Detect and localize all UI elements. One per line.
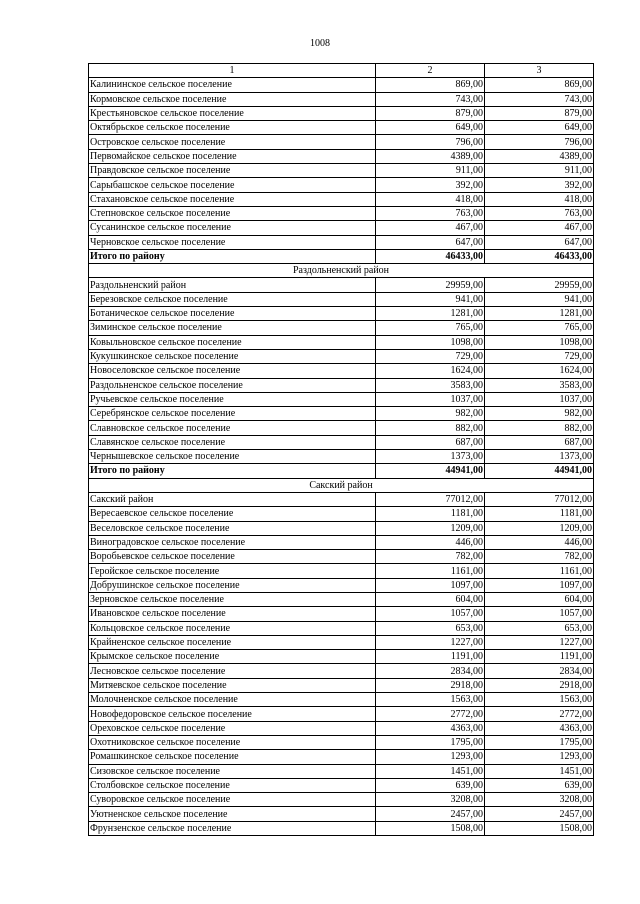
cell-value-col-2: 982,00 xyxy=(376,407,485,421)
cell-value-col-2: 446,00 xyxy=(376,535,485,549)
cell-name: Крайненское сельское поселение xyxy=(89,635,376,649)
cell-value-col-2: 1037,00 xyxy=(376,392,485,406)
cell-value-col-2: 1508,00 xyxy=(376,821,485,835)
cell-value-col-3: 1181,00 xyxy=(485,507,594,521)
cell-value-col-2: 729,00 xyxy=(376,349,485,363)
cell-value-col-3: 44941,00 xyxy=(485,464,594,478)
cell-name: Ручьевское сельское поселение xyxy=(89,392,376,406)
cell-value-col-3: 2457,00 xyxy=(485,807,594,821)
cell-value-col-2: 46433,00 xyxy=(376,249,485,263)
table-row xyxy=(89,564,594,578)
cell-name: Славянское сельское поселение xyxy=(89,435,376,449)
cell-name: Черновское сельское поселение xyxy=(89,235,376,249)
table-row xyxy=(89,349,594,363)
cell-value-col-3: 782,00 xyxy=(485,550,594,564)
table-row xyxy=(89,192,594,206)
table-row xyxy=(89,78,594,92)
cell-value-col-2: 29959,00 xyxy=(376,278,485,292)
cell-value-col-3: 77012,00 xyxy=(485,492,594,506)
cell-name: Вересаевское сельское поселение xyxy=(89,507,376,521)
cell-name: Итого по району xyxy=(89,249,376,263)
cell-name: Охотниковское сельское поселение xyxy=(89,735,376,749)
cell-name: Сарыбашское сельское поселение xyxy=(89,178,376,192)
cell-value-col-3: 1098,00 xyxy=(485,335,594,349)
cell-name: Итого по району xyxy=(89,464,376,478)
cell-value-col-2: 1057,00 xyxy=(376,607,485,621)
header-col-2: 2 xyxy=(376,64,485,78)
cell-value-col-3: 982,00 xyxy=(485,407,594,421)
total-row xyxy=(89,249,594,263)
cell-value-col-2: 3583,00 xyxy=(376,378,485,392)
cell-value-col-2: 1373,00 xyxy=(376,450,485,464)
cell-name: Митяевское сельское поселение xyxy=(89,678,376,692)
table-row xyxy=(89,178,594,192)
cell-name: Ромашкинское сельское поселение xyxy=(89,750,376,764)
cell-value-col-3: 879,00 xyxy=(485,106,594,120)
cell-value-col-2: 639,00 xyxy=(376,778,485,792)
cell-name: Раздольненское сельское поселение xyxy=(89,378,376,392)
table-row xyxy=(89,592,594,606)
cell-value-col-3: 46433,00 xyxy=(485,249,594,263)
cell-value-col-3: 1563,00 xyxy=(485,693,594,707)
table-row xyxy=(89,235,594,249)
cell-name: Уютненское сельское поселение xyxy=(89,807,376,821)
cell-value-col-3: 882,00 xyxy=(485,421,594,435)
cell-value-col-2: 2772,00 xyxy=(376,707,485,721)
cell-value-col-3: 1161,00 xyxy=(485,564,594,578)
cell-value-col-3: 763,00 xyxy=(485,206,594,220)
cell-value-col-2: 44941,00 xyxy=(376,464,485,478)
cell-name: Фрунзенское сельское поселение xyxy=(89,821,376,835)
cell-name: Ковыльновское сельское поселение xyxy=(89,335,376,349)
cell-value-col-2: 1227,00 xyxy=(376,635,485,649)
cell-value-col-3: 653,00 xyxy=(485,621,594,635)
cell-value-col-2: 763,00 xyxy=(376,206,485,220)
cell-value-col-2: 653,00 xyxy=(376,621,485,635)
cell-name: Октябрьское сельское поселение xyxy=(89,121,376,135)
table-row xyxy=(89,149,594,163)
cell-name: Березовское сельское поселение xyxy=(89,292,376,306)
cell-value-col-3: 647,00 xyxy=(485,235,594,249)
table-row xyxy=(89,307,594,321)
cell-value-col-2: 1191,00 xyxy=(376,650,485,664)
section-header-row xyxy=(89,264,594,278)
cell-value-col-2: 1181,00 xyxy=(376,507,485,521)
cell-value-col-2: 882,00 xyxy=(376,421,485,435)
cell-value-col-2: 1451,00 xyxy=(376,764,485,778)
table-row xyxy=(89,450,594,464)
cell-value-col-3: 911,00 xyxy=(485,164,594,178)
table-row xyxy=(89,721,594,735)
cell-value-col-3: 2772,00 xyxy=(485,707,594,721)
cell-value-col-3: 743,00 xyxy=(485,92,594,106)
table-row xyxy=(89,535,594,549)
cell-value-col-2: 4389,00 xyxy=(376,149,485,163)
cell-value-col-2: 647,00 xyxy=(376,235,485,249)
table-row xyxy=(89,764,594,778)
cell-name: Ивановское сельское поселение xyxy=(89,607,376,621)
cell-value-col-3: 1624,00 xyxy=(485,364,594,378)
cell-value-col-3: 392,00 xyxy=(485,178,594,192)
cell-name: Первомайское сельское поселение xyxy=(89,149,376,163)
table-body xyxy=(89,64,594,836)
cell-value-col-3: 1227,00 xyxy=(485,635,594,649)
cell-name: Чернышевское сельское поселение xyxy=(89,450,376,464)
cell-name: Зиминское сельское поселение xyxy=(89,321,376,335)
cell-value-col-2: 467,00 xyxy=(376,221,485,235)
cell-value-col-3: 467,00 xyxy=(485,221,594,235)
cell-name: Столбовское сельское поселение xyxy=(89,778,376,792)
section-title: Раздольненский район xyxy=(89,264,594,278)
table-row xyxy=(89,793,594,807)
section-header-row xyxy=(89,478,594,492)
table-row xyxy=(89,435,594,449)
cell-value-col-3: 1373,00 xyxy=(485,450,594,464)
cell-value-col-3: 4363,00 xyxy=(485,721,594,735)
cell-name: Лесновское сельское поселение xyxy=(89,664,376,678)
cell-name: Крестьяновское сельское поселение xyxy=(89,106,376,120)
cell-value-col-3: 2834,00 xyxy=(485,664,594,678)
table-row xyxy=(89,221,594,235)
table-row xyxy=(89,735,594,749)
table-row xyxy=(89,278,594,292)
cell-value-col-3: 1451,00 xyxy=(485,764,594,778)
cell-value-col-2: 869,00 xyxy=(376,78,485,92)
cell-name: Воробьевское сельское поселение xyxy=(89,550,376,564)
table-row xyxy=(89,507,594,521)
table-row xyxy=(89,407,594,421)
cell-value-col-3: 765,00 xyxy=(485,321,594,335)
cell-name: Стахановское сельское поселение xyxy=(89,192,376,206)
cell-value-col-2: 1098,00 xyxy=(376,335,485,349)
cell-name: Кукушкинское сельское поселение xyxy=(89,349,376,363)
table-row xyxy=(89,492,594,506)
cell-value-col-2: 941,00 xyxy=(376,292,485,306)
cell-name: Зерновское сельское поселение xyxy=(89,592,376,606)
cell-value-col-2: 604,00 xyxy=(376,592,485,606)
cell-value-col-2: 392,00 xyxy=(376,178,485,192)
table-row xyxy=(89,607,594,621)
table-row xyxy=(89,807,594,821)
cell-value-col-2: 77012,00 xyxy=(376,492,485,506)
table-row xyxy=(89,650,594,664)
table-row xyxy=(89,121,594,135)
table-row xyxy=(89,206,594,220)
cell-value-col-2: 765,00 xyxy=(376,321,485,335)
table-row xyxy=(89,678,594,692)
cell-name: Калининское сельское поселение xyxy=(89,78,376,92)
cell-value-col-3: 687,00 xyxy=(485,435,594,449)
header-col-1: 1 xyxy=(89,64,376,78)
cell-name: Ботаническое сельское поселение xyxy=(89,307,376,321)
table-row xyxy=(89,378,594,392)
table-row xyxy=(89,392,594,406)
cell-name: Добрушинское сельское поселение xyxy=(89,578,376,592)
cell-value-col-2: 1161,00 xyxy=(376,564,485,578)
cell-name: Суворовское сельское поселение xyxy=(89,793,376,807)
table-row xyxy=(89,550,594,564)
cell-value-col-2: 2457,00 xyxy=(376,807,485,821)
cell-name: Кольцовское сельское поселение xyxy=(89,621,376,635)
cell-name: Сусанинское сельское поселение xyxy=(89,221,376,235)
section-title: Сакский район xyxy=(89,478,594,492)
table-row xyxy=(89,364,594,378)
cell-value-col-2: 879,00 xyxy=(376,106,485,120)
cell-name: Новофедоровское сельское поселение xyxy=(89,707,376,721)
cell-value-col-3: 4389,00 xyxy=(485,149,594,163)
table-row xyxy=(89,164,594,178)
cell-value-col-3: 796,00 xyxy=(485,135,594,149)
cell-name: Сизовское сельское поселение xyxy=(89,764,376,778)
table-row xyxy=(89,664,594,678)
total-row xyxy=(89,464,594,478)
table-row xyxy=(89,106,594,120)
cell-value-col-3: 1097,00 xyxy=(485,578,594,592)
cell-value-col-3: 1037,00 xyxy=(485,392,594,406)
cell-value-col-2: 782,00 xyxy=(376,550,485,564)
table-row xyxy=(89,292,594,306)
cell-value-col-3: 418,00 xyxy=(485,192,594,206)
cell-value-col-2: 418,00 xyxy=(376,192,485,206)
cell-value-col-3: 3208,00 xyxy=(485,793,594,807)
cell-value-col-3: 29959,00 xyxy=(485,278,594,292)
cell-value-col-3: 2918,00 xyxy=(485,678,594,692)
cell-value-col-2: 1209,00 xyxy=(376,521,485,535)
cell-value-col-2: 2834,00 xyxy=(376,664,485,678)
cell-value-col-3: 446,00 xyxy=(485,535,594,549)
header-col-3: 3 xyxy=(485,64,594,78)
cell-value-col-2: 1624,00 xyxy=(376,364,485,378)
cell-value-col-2: 1097,00 xyxy=(376,578,485,592)
cell-name: Ореховское сельское поселение xyxy=(89,721,376,735)
cell-value-col-3: 1293,00 xyxy=(485,750,594,764)
cell-value-col-2: 1795,00 xyxy=(376,735,485,749)
cell-value-col-2: 796,00 xyxy=(376,135,485,149)
cell-name: Кормовское сельское поселение xyxy=(89,92,376,106)
cell-name: Веселовское сельское поселение xyxy=(89,521,376,535)
table-row xyxy=(89,421,594,435)
cell-value-col-2: 1293,00 xyxy=(376,750,485,764)
cell-value-col-3: 1281,00 xyxy=(485,307,594,321)
cell-name: Новоселовское сельское поселение xyxy=(89,364,376,378)
cell-value-col-3: 1057,00 xyxy=(485,607,594,621)
cell-value-col-3: 1508,00 xyxy=(485,821,594,835)
table-row xyxy=(89,750,594,764)
table-row xyxy=(89,335,594,349)
cell-name: Славновское сельское поселение xyxy=(89,421,376,435)
header-row xyxy=(89,64,594,78)
table-row xyxy=(89,135,594,149)
cell-value-col-2: 687,00 xyxy=(376,435,485,449)
cell-value-col-2: 3208,00 xyxy=(376,793,485,807)
table-row xyxy=(89,778,594,792)
cell-value-col-2: 1563,00 xyxy=(376,693,485,707)
cell-name: Правдовское сельское поселение xyxy=(89,164,376,178)
table-row xyxy=(89,621,594,635)
cell-value-col-3: 604,00 xyxy=(485,592,594,606)
table-row xyxy=(89,821,594,835)
cell-name: Островское сельское поселение xyxy=(89,135,376,149)
page-number: 1008 xyxy=(310,38,330,49)
cell-value-col-3: 941,00 xyxy=(485,292,594,306)
table-row xyxy=(89,92,594,106)
cell-value-col-2: 2918,00 xyxy=(376,678,485,692)
cell-name: Сакский район xyxy=(89,492,376,506)
cell-name: Виноградовское сельское поселение xyxy=(89,535,376,549)
cell-value-col-2: 911,00 xyxy=(376,164,485,178)
table-row xyxy=(89,578,594,592)
cell-value-col-3: 869,00 xyxy=(485,78,594,92)
cell-value-col-3: 1191,00 xyxy=(485,650,594,664)
cell-name: Раздольненский район xyxy=(89,278,376,292)
cell-value-col-3: 729,00 xyxy=(485,349,594,363)
table-row xyxy=(89,521,594,535)
cell-value-col-3: 649,00 xyxy=(485,121,594,135)
budget-table xyxy=(88,63,594,836)
table-row xyxy=(89,693,594,707)
cell-name: Молочненское сельское поселение xyxy=(89,693,376,707)
cell-value-col-3: 1209,00 xyxy=(485,521,594,535)
table-row xyxy=(89,321,594,335)
cell-value-col-2: 649,00 xyxy=(376,121,485,135)
cell-value-col-2: 4363,00 xyxy=(376,721,485,735)
cell-value-col-3: 3583,00 xyxy=(485,378,594,392)
cell-value-col-2: 743,00 xyxy=(376,92,485,106)
cell-value-col-3: 1795,00 xyxy=(485,735,594,749)
cell-name: Крымское сельское поселение xyxy=(89,650,376,664)
cell-value-col-2: 1281,00 xyxy=(376,307,485,321)
cell-name: Геройское сельское поселение xyxy=(89,564,376,578)
cell-name: Серебрянское сельское поселение xyxy=(89,407,376,421)
table-row xyxy=(89,707,594,721)
cell-name: Степновское сельское поселение xyxy=(89,206,376,220)
table-row xyxy=(89,635,594,649)
cell-value-col-3: 639,00 xyxy=(485,778,594,792)
